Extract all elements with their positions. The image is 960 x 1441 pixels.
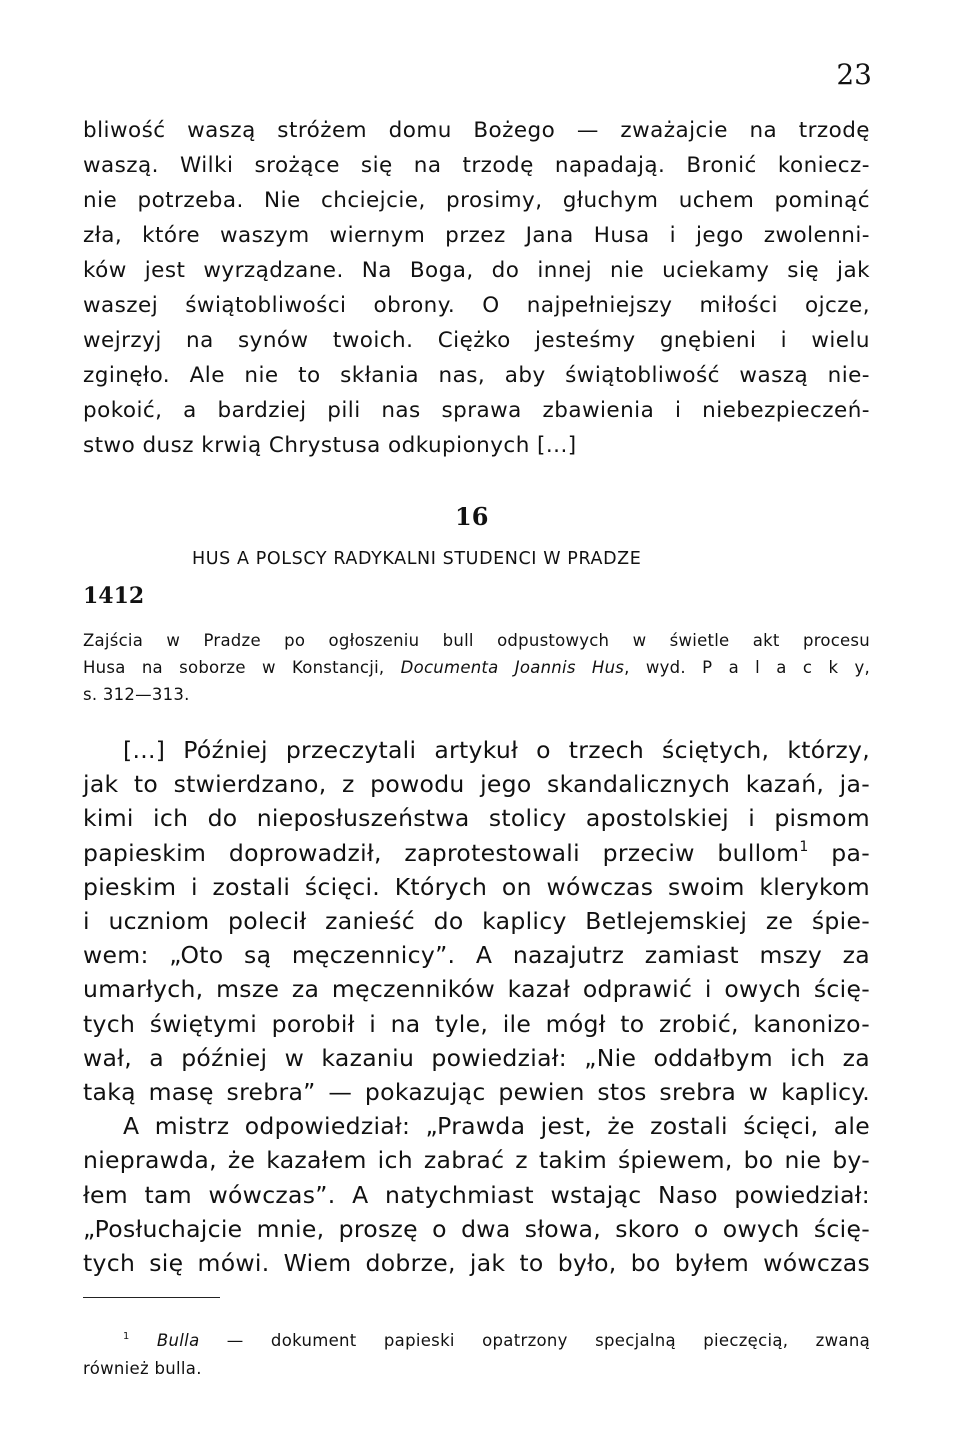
text-line: wem: „Oto są męczennicy”. A nazajutrz zamiast mszy za	[83, 941, 870, 970]
footnote-reference: 1	[799, 838, 809, 855]
text-line: tych się mówi. Wiem dobrze, jak to było, bo byłem wówczas	[83, 1249, 870, 1277]
document-year: 1412	[83, 583, 145, 609]
footnote-marker: 1	[123, 1331, 130, 1343]
footnote-divider	[83, 1297, 220, 1298]
source-title: Documenta Joannis Hus	[400, 658, 625, 677]
source-text: , wyd. P a l a c k y,	[624, 658, 871, 677]
footnote-line: również bulla.	[83, 1359, 202, 1378]
text-line: taką masę srebra” — pokazując pewien stos srebra w kaplicy.	[83, 1078, 870, 1106]
source-line: s. 312—313.	[83, 685, 190, 704]
text-line: i uczniom polecił zanieść do kaplicy Betlejemskiej ze śpie-	[83, 907, 870, 935]
source-line: Zajścia w Pradze po ogłoszeniu bull odpustowych w świetle akt procesu	[83, 631, 870, 650]
text-line: wejrzyj na synów twoich. Ciężko jesteśmy gnębieni i wielu	[83, 328, 870, 353]
text-line: pieskim i zostali ścięci. Których on wówczas swoim klerykom	[83, 872, 870, 901]
text-segment: pa-	[808, 838, 870, 867]
text-line: bliwość waszą stróżem domu Bożego — zważajcie na trzodę	[83, 118, 870, 143]
text-line: umarłych, msze za męczenników kazał odprawić i owych ścię-	[83, 975, 870, 1004]
text-line: „Posłuchajcie mnie, proszę o dwa słowa, skoro o owych ścię-	[83, 1214, 870, 1243]
footnote-line	[123, 1331, 870, 1350]
text-line: pokoić, a bardziej pili nas sprawa zbawienia i niebezpieczeń-	[83, 398, 870, 423]
text-line: ków jest wyrządzane. Na Boga, do innej nie uciekamy się jak	[83, 258, 870, 283]
text-line: jak to stwierdzano, z powodu jego skandalicznych kazań, ja-	[83, 770, 870, 799]
text-line: waszą. Wilki srożące się na trzodę napadają. Bronić koniecz-	[83, 153, 870, 178]
text-line: waszej świątobliwości obrony. O najpełniejszy miłości ojcze,	[83, 293, 870, 318]
source-text: Husa na soborze w Konstancji,	[83, 658, 401, 677]
footnote-term: Bulla	[156, 1331, 200, 1350]
document-title: HUS A POLSCY RADYKALNI STUDENCI W PRADZE	[192, 549, 642, 569]
text-line: łem tam wówczas”. A natychmiast wstając Naso powiedział:	[83, 1180, 870, 1209]
source-line	[83, 658, 870, 677]
text-line: kimi ich do nieposłuszeństwa stolicy apostolskiej i pismom	[83, 804, 870, 833]
text-line: stwo dusz krwią Chrystusa odkupionych [...]	[83, 433, 577, 458]
text-line: tych świętymi porobił i na tyle, ile mógł to zrobić, kanonizo-	[83, 1009, 870, 1038]
text-line: [...] Później przeczytali artykuł o trzech ściętych, którzy,	[123, 736, 870, 764]
text-line: wał, a później w kazaniu powiedział: „Nie oddałbym ich za	[83, 1043, 870, 1072]
text-segment: papieskim doprowadził, zaprotestowali przeciw bullom	[83, 838, 800, 867]
text-line: A mistrz odpowiedział: „Prawda jest, że zostali ścięci, ale	[123, 1112, 870, 1141]
footnote-text: — dokument papieski opatrzony specjalną pieczęcią, zwaną	[199, 1331, 871, 1350]
page-number: 23	[836, 58, 872, 91]
text-line: nie potrzeba. Nie chciejcie, prosimy, głuchym uchem pominąć	[83, 188, 870, 213]
text-line: zła, które waszym wiernym przez Jana Husa i jego zwolenni-	[83, 223, 870, 248]
text-line: nieprawda, że kazałem ich zabrać z takim śpiewem, bo nie by-	[83, 1146, 870, 1175]
document-number: 16	[455, 502, 489, 531]
text-line	[83, 839, 870, 867]
text-line: zginęło. Ale nie to skłania nas, aby świątobliwość waszą nie-	[83, 363, 870, 388]
